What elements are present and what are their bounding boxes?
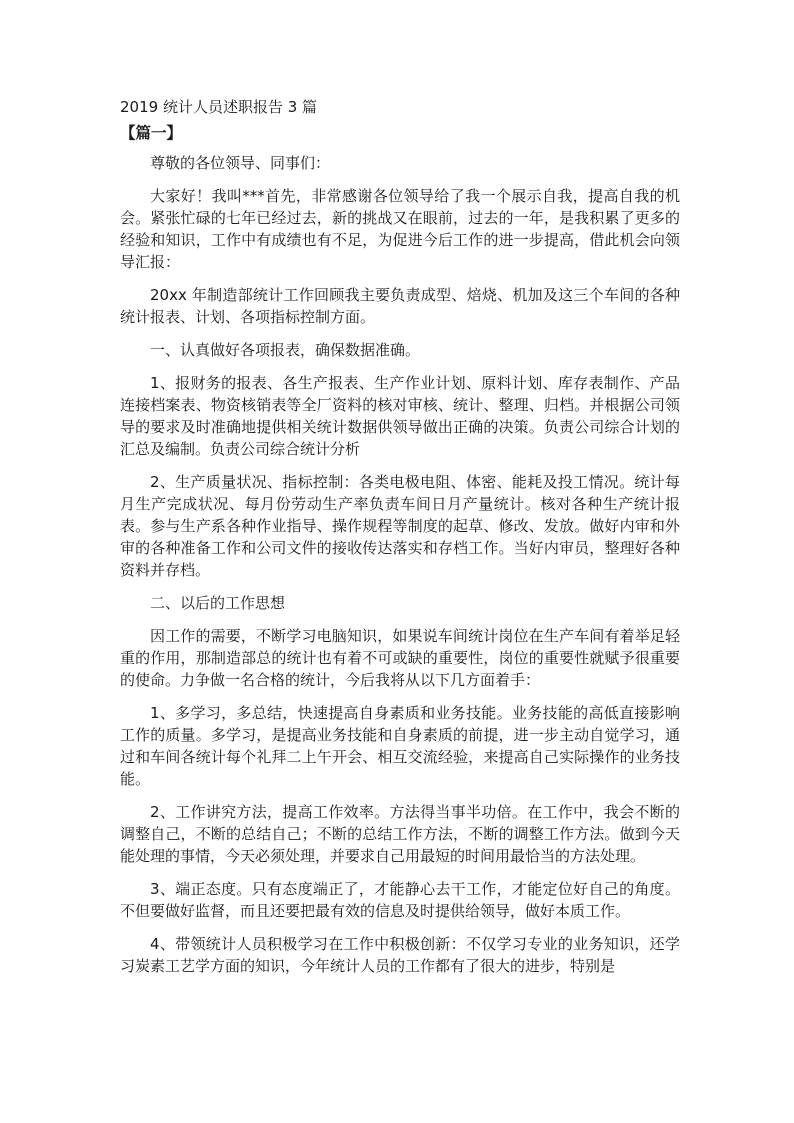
item-reports-paragraph: 1、报财务的报表、各生产报表、生产作业计划、原料计划、库存表制作、产品连接档案表、物资核销表等全厂资料的核对审核、统计、整理、归档。并根据公司领导的要求及时准确地提供相关统计数据供领导做出正确的决策。负责公司综合计划的汇总及编制。负责公司综合统计分析 (120, 374, 680, 458)
plan-intro-paragraph: 因工作的需要，不断学习电脑知识，如果说车间统计岗位在生产车间有着举足轻重的作用，那制造部总的统计也有着不可或缺的重要性，岗位的重要性就赋予很重要的使命。力争做一名合格的统计，今后我将从以下几方面着手： (120, 627, 680, 689)
salutation-paragraph: 尊敬的各位领导、同事们： (150, 154, 331, 172)
document-body (120, 96, 680, 988)
plan-item-innovation-paragraph: 4、带领统计人员积极学习在工作中积极创新：不仅学习专业的业务知识，还学习炭素工艺学方面的知识，今年统计人员的工作都有了很大的进步，特别是 (120, 935, 680, 975)
intro-paragraph: 大家好！我叫***首先，非常感谢各位领导给了我一个展示自我，提高自我的机会。紧张忙碌的七年已经过去，新的挑战又在眼前，过去的一年，是我积累了更多的经验和知识，工作中有成绩也有不足，为促进今后工作的进一步提高，借此机会向领导汇报： (120, 187, 680, 271)
plan-item-attitude-paragraph: 3、端正态度。只有态度端正了，才能静心去干工作，才能定位好自己的角度。不但要做好监督，而且还要把最有效的信息及时提供给领导，做好本质工作。 (120, 880, 680, 920)
heading-two-paragraph: 二、以后的工作思想 (150, 594, 286, 612)
plan-item-method-paragraph: 2、工作讲究方法，提高工作效率。方法得当事半功倍。在工作中，我会不断的调整自己，不断的总结自己；不断的总结工作方法，不断的调整工作方法。做到今天能处理的事情，今天必须处理，并要求自己用最短的时间用最恰当的方法处理。 (120, 803, 680, 865)
item-quality-paragraph: 2、生产质量状况、指标控制：各类电极电阻、体密、能耗及投工情况。统计每月生产完成状况、每月份劳动生产率负责车间日月产量统计。核对各种生产统计报表。参与生产系各种作业指导、操作规程等制度的起草、修改、发放。做好内审和外审的各种准备工作和公司文件的接收传达落实和存档工作。当好内审员，整理好各种资料并存档。 (120, 473, 680, 579)
heading-one-paragraph: 一、认真做好各项报表，确保数据准确。 (150, 341, 421, 359)
document-title: 2019 统计人员述职报告 3 篇 (120, 98, 318, 116)
review-paragraph: 20xx 年制造部统计工作回顾我主要负责成型、焙烧、机加及这三个车间的各种统计报表、计划、各项指标控制方面。 (120, 286, 680, 326)
plan-item-study-paragraph: 1、多学习，多总结，快速提高自身素质和业务技能。业务技能的高低直接影响工作的质量。多学习，是提高业务技能和自身素质的前提，进一步主动自觉学习，通过和车间各统计每个礼拜二上午开会、相互交流经验，来提高自己实际操作的业务技能。 (120, 704, 680, 788)
section-heading: 【篇一】 (120, 124, 183, 142)
